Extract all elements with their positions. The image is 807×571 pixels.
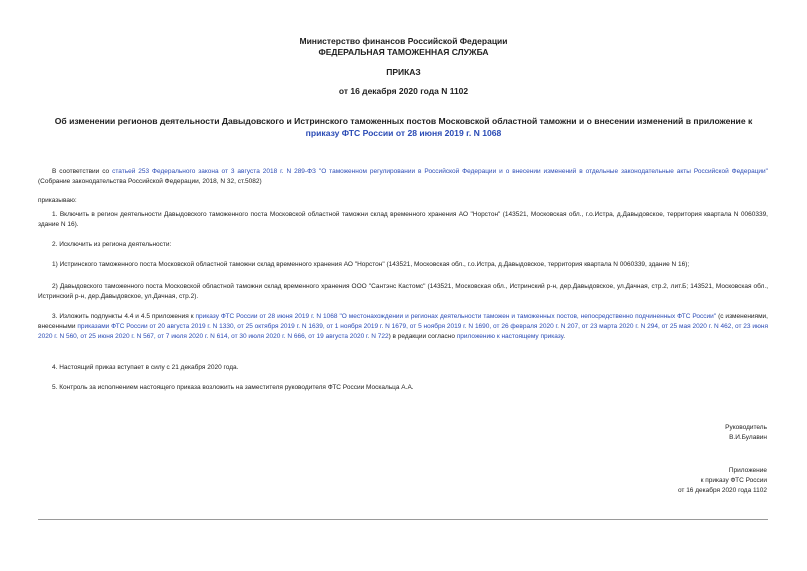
- item-3-text-1: 3. Изложить подпункты 4.4 и 4.5 приложения к: [52, 313, 196, 320]
- intro-text-2: (Собрание законодательства Российской Федерации, 2018, N 32, ст.5082): [38, 178, 262, 185]
- item-2-2: 2) Давыдовского таможенного поста Московской областной таможни склад временного хранения ООО "Сантэнс Кастомс" (143521, Московская обл., Истринский р-н, дер.Давыдовское, ул.Дачная, стр.2, лит.Б; 143521, Московская обл., Истринский р-н, дер.Давыдовское, ул.Дачная, стр.2).: [38, 283, 768, 300]
- intro-paragraph: [38, 167, 768, 187]
- item-2: 2. Исключить из региона деятельности:: [52, 241, 172, 248]
- intro-text-1: В соответствии со: [52, 168, 113, 175]
- item-1: 1. Включить в регион деятельности Давыдовского таможенного поста Московской областной таможни склад временного хранения АО "Норстон" (143521, Московская обл., г.о.Истра, д.Давыдовское, территория квартала N 0060339, здание N 16).: [38, 211, 768, 228]
- doc-date-number: от 16 декабря 2020 года N 1102: [338, 86, 469, 96]
- item-2-1: 1) Истринского таможенного поста Московской областной таможни склад временного хранения АО "Норстон" (143521, Московская обл., г.о.Истра, д.Давыдовское, территория квартала N 0060339, здание N 16);: [52, 261, 690, 268]
- signature-role: Руководитель: [725, 424, 767, 431]
- item-3-order-link[interactable]: приказу ФТС России от 28 июня 2019 г. N 1068 "О местонахождении и регионах деятельности таможен и таможенных постов, непосредственно подчиненных ФТС России": [195, 313, 717, 320]
- appendix-line-2: к приказу ФТС России: [700, 477, 767, 484]
- item-3-amendments-link[interactable]: приказами ФТС России от 20 августа 2019 г. N 1330, от 25 октября 2019 г. N 1639, от 1 ноября 2019 г. N 1679, от 5 ноября 2019 г. N 1690, от 26 февраля 2020 г. N 207, от 23 марта 2020 г. N 294, от 25 мая 2020 г. N 462, от 23 июня 2020 г. N 560, от 25 июня 2020 г. N 567, от 7 июля 2020 г. N 614, от 30 июля 2020 г. N 666, от 19 августа 2020 г. N 722: [38, 323, 768, 340]
- ministry-name: Министерство финансов Российской Федерации: [299, 36, 508, 46]
- appendix-line-3: от 16 декабря 2020 года 1102: [677, 487, 767, 494]
- service-name: ФЕДЕРАЛЬНАЯ ТАМОЖЕННАЯ СЛУЖБА: [318, 47, 489, 57]
- item-5: 5. Контроль за исполнением настоящего приказа возложить на заместителя руководителя ФТС России Москальца А.А.: [52, 384, 414, 391]
- intro-law-link[interactable]: статьей 253 Федерального закона от 3 августа 2018 г. N 289-ФЗ "О таможенном регулировании в Российской Федерации и о внесении изменений в отдельные законодательные акты Российской Федерации": [112, 168, 768, 175]
- appendix-label: Приложение: [728, 467, 767, 474]
- item-3: [38, 312, 768, 342]
- doc-title-link[interactable]: приказу ФТС России от 28 июня 2019 г. N 1068: [305, 128, 502, 138]
- item-3-appendix-link[interactable]: приложению к настоящему приказу: [456, 333, 564, 340]
- order-word: приказываю:: [38, 197, 77, 204]
- item-4: 4. Настоящий приказ вступает в силу с 21 декабря 2020 года.: [52, 364, 239, 371]
- doc-title-text: Об изменении регионов деятельности Давыдовского и Истринского таможенных постов Московской областной таможни и о внесении изменений в приложение к: [54, 116, 753, 126]
- bottom-divider: [38, 519, 768, 520]
- item-3-text-3: ) в редакции согласно: [388, 333, 457, 340]
- item-3-text-2: (с изменениями, внесенными: [38, 313, 768, 330]
- item-3-text-4: .: [563, 333, 566, 340]
- signature-name: В.И.Булавин: [729, 434, 767, 441]
- doc-type: ПРИКАЗ: [386, 67, 421, 77]
- doc-title: [40, 115, 767, 139]
